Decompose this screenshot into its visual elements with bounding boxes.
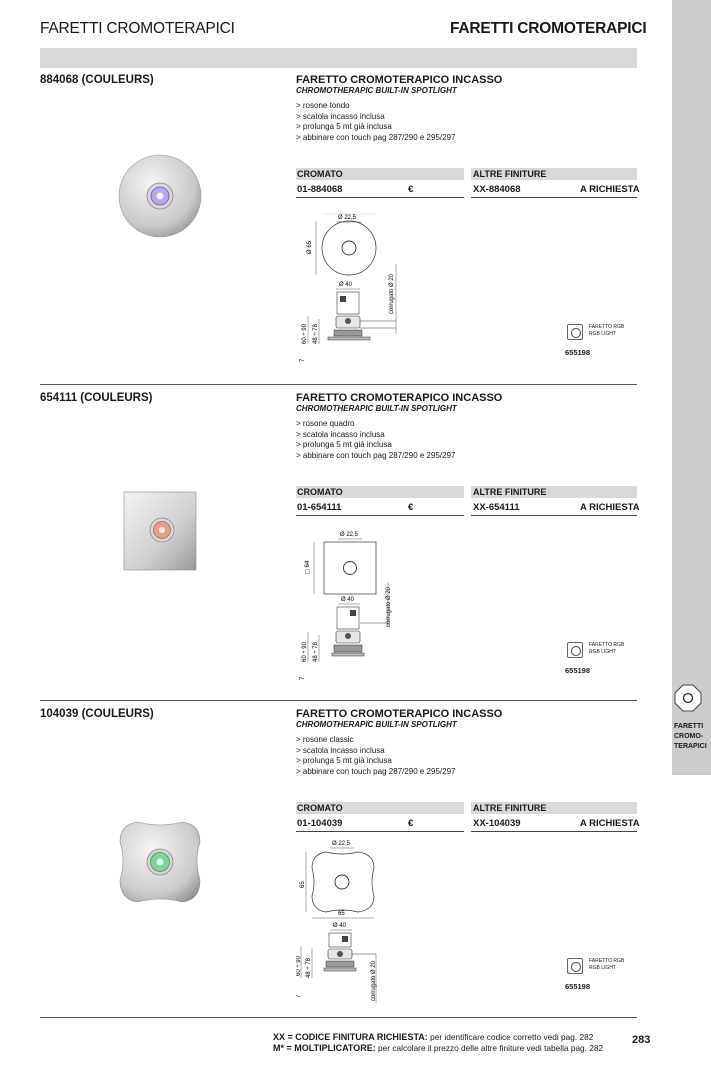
product-subtitle: CHROMOTHERAPIC BUILT-IN SPOTLIGHT <box>296 404 457 413</box>
product-section-884068 <box>0 74 711 389</box>
dim-hole: Ø 22,5 <box>332 841 351 847</box>
rgb-light-label: FARETTO RGB RGB LIGHT <box>589 958 625 971</box>
dim-range-2: 48 ÷ 78 <box>313 642 319 662</box>
dim-range-1: 60 ÷ 90 <box>302 642 308 662</box>
dim-range-2: 48 ÷ 78 <box>306 958 312 978</box>
dim-body: Ø 40 <box>333 923 347 929</box>
dim-corrugated: corrugato Ø 20 <box>371 960 377 1001</box>
finish-underline <box>296 831 464 832</box>
dim-range-2: 48 ÷ 78 <box>313 324 319 344</box>
dim-rosette: Ø 65 <box>307 240 313 254</box>
on-request-label: A RICHIESTA <box>580 184 640 195</box>
product-image-round <box>110 144 210 264</box>
finish-underline <box>296 197 464 198</box>
footer-note-xx: XX = CODICE FINITURA RICHIESTA: per identificare codice corretto vedi pag. 282 <box>273 1032 594 1042</box>
finish-underline <box>471 197 637 198</box>
dim-corrugated: corrugato Ø 20 <box>386 586 392 627</box>
other-code: XX-884068 <box>473 184 521 195</box>
feature-item: > abbinare con touch pag 287/290 e 295/297 <box>296 132 456 142</box>
technical-drawing <box>296 522 406 687</box>
product-title: FARETTO CROMOTERAPICO INCASSO <box>296 74 503 86</box>
feature-item: > scatola incasso inclusa <box>296 429 385 439</box>
product-code-title: 104039 (COULEURS) <box>40 708 154 720</box>
on-request-label: A RICHIESTA <box>580 502 640 513</box>
rgb-light-label: FARETTO RGB RGB LIGHT <box>589 324 625 337</box>
product-subtitle: CHROMOTHERAPIC BUILT-IN SPOTLIGHT <box>296 720 457 729</box>
product-section-104039 <box>0 708 711 1023</box>
feature-list <box>296 735 455 777</box>
dim-rosette: 65 <box>338 911 345 917</box>
rgb-light-code: 655198 <box>565 348 591 357</box>
chrome-code: 01-884068 <box>297 184 343 195</box>
dim-rosette: ◻ 64 <box>305 560 311 574</box>
header-right-title: FARETTI CROMOTERAPICI <box>450 20 647 37</box>
other-code: XX-654111 <box>473 502 520 513</box>
feature-item: > abbinare con touch pag 287/290 e 295/297 <box>296 450 456 460</box>
dim-hole: Ø 22,5 <box>338 215 357 221</box>
rgb-light-icon <box>567 324 583 340</box>
currency-symbol: € <box>408 184 414 195</box>
rgb-light-code: 655198 <box>565 666 591 675</box>
product-section-654111 <box>0 392 711 707</box>
rgb-light-icon <box>567 642 583 658</box>
feature-item: > rosone quadro <box>296 419 355 428</box>
dim-seven: 7 <box>300 676 306 680</box>
side-tab-label: FARETTI CROMO- TERAPICI <box>674 723 707 750</box>
product-image-square <box>110 462 210 582</box>
feature-item: > prolunga 5 mt già inclusa <box>296 122 392 132</box>
feature-item: > rosone tondo <box>296 101 350 110</box>
finish-chrome-label: CROMATO <box>297 169 343 179</box>
product-title: FARETTO CROMOTERAPICO INCASSO <box>296 708 503 720</box>
product-title: FARETTO CROMOTERAPICO INCASSO <box>296 392 503 404</box>
finish-underline <box>296 515 464 516</box>
dim-hole: Ø 22,5 <box>340 532 359 538</box>
feature-item: > scatola incasso inclusa <box>296 111 385 121</box>
finish-other-label: ALTRE FINITURE <box>473 169 547 179</box>
dim-body: Ø 40 <box>341 597 355 603</box>
footer-notes <box>273 1032 603 1054</box>
feature-list <box>296 101 455 143</box>
on-request-label: A RICHIESTA <box>580 818 640 829</box>
header-bar <box>40 48 637 68</box>
dim-seven: 7 <box>296 994 302 998</box>
finish-other-label: ALTRE FINITURE <box>473 803 547 813</box>
finish-underline <box>471 515 637 516</box>
product-code-title: 884068 (COULEURS) <box>40 74 154 86</box>
finish-underline <box>471 831 637 832</box>
dim-body: Ø 40 <box>339 282 353 288</box>
product-code-title: 654111 (COULEURS) <box>40 392 153 404</box>
dim-corrugated: corrugato Ø 20 <box>389 273 395 314</box>
technical-drawing <box>296 204 406 369</box>
dim-range-1: 60 ÷ 90 <box>296 956 302 976</box>
feature-item: > rosone classic <box>296 735 354 744</box>
dim-seven: 7 <box>300 358 306 362</box>
product-subtitle: CHROMOTHERAPIC BUILT-IN SPOTLIGHT <box>296 86 457 95</box>
chrome-code: 01-104039 <box>297 818 343 829</box>
feature-item: > prolunga 5 mt già inclusa <box>296 756 392 766</box>
page-number: 283 <box>632 1034 651 1046</box>
finish-chrome-label: CROMATO <box>297 803 343 813</box>
dim-range-1: 60 ÷ 90 <box>302 324 308 344</box>
dim-rosette-h: 65 <box>300 881 306 888</box>
header-left-title: FARETTI CROMOTERAPICI <box>40 20 235 37</box>
footer-note-m: M* = MOLTIPLICATORE: per calcolare il prezzo delle altre finiture vedi tabella pag. 282 <box>273 1043 604 1053</box>
rgb-light-icon <box>567 958 583 974</box>
product-image-classic <box>110 808 210 928</box>
chrome-code: 01-654111 <box>297 502 342 513</box>
technical-drawing <box>296 838 406 1003</box>
currency-symbol: € <box>408 818 414 829</box>
rgb-light-code: 655198 <box>565 982 591 991</box>
finish-chrome-label: CROMATO <box>297 487 343 497</box>
finish-other-label: ALTRE FINITURE <box>473 487 547 497</box>
other-code: XX-104039 <box>473 818 521 829</box>
feature-item: > prolunga 5 mt già inclusa <box>296 440 392 450</box>
feature-item: > scatola incasso inclusa <box>296 745 385 755</box>
currency-symbol: € <box>408 502 414 513</box>
feature-item: > abbinare con touch pag 287/290 e 295/297 <box>296 766 456 776</box>
rgb-light-label: FARETTO RGB RGB LIGHT <box>589 642 625 655</box>
feature-list <box>296 419 455 461</box>
